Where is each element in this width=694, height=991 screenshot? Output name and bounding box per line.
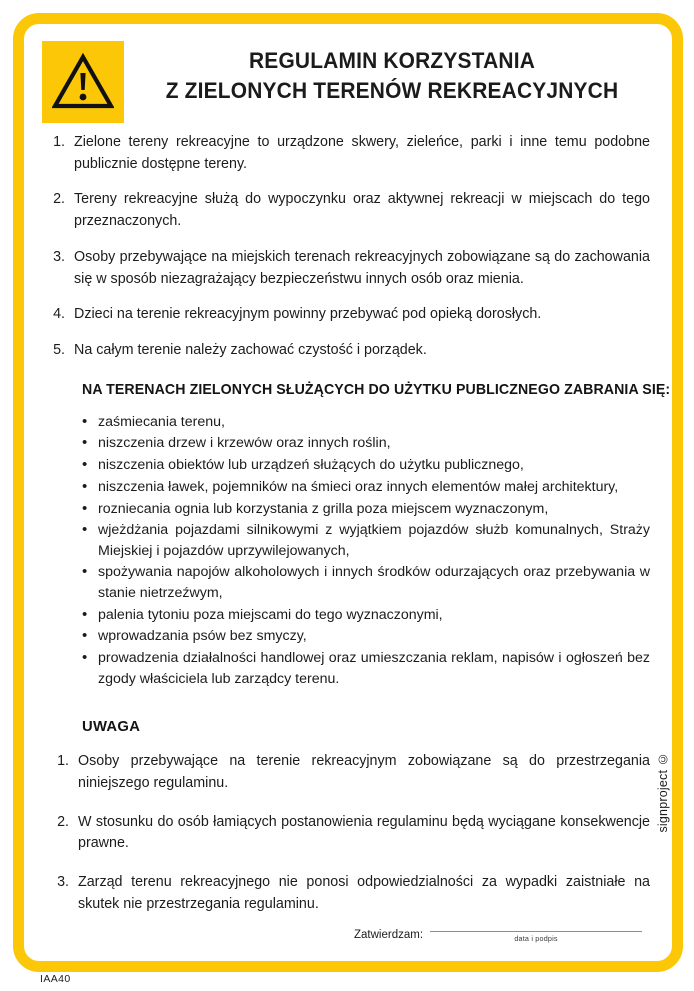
brand-watermark: signproject © [656,752,670,833]
prohibition-item [82,455,650,476]
notice-item-number: 2. [57,813,69,830]
rule-item [48,132,650,175]
prohibition-item [82,477,650,498]
notice-item-text: W stosunku do osób łamiących postanowienia regulaminu będą wyciągane konsekwencje prawne. [78,813,650,852]
rule-item-number: 3. [53,248,65,265]
sign-content [24,132,672,932]
prohibition-item [82,562,650,603]
bullet-dot-icon: • [82,648,88,666]
prohibition-item-text: niszczenia obiektów lub urządzeń służących do użytku publicznego, [98,457,524,474]
approval-label: Zatwierdzam: [354,929,424,941]
prohibition-item-text: niszczenia ławek, pojemników na śmieci oraz innych elementów małej architektury, [98,478,619,495]
page-title [124,24,672,105]
bullet-dot-icon: • [82,456,88,474]
prohibition-item [82,433,650,454]
bullet-dot-icon: • [82,521,88,539]
product-code-label: IAA40 [40,973,71,985]
rule-item-text: Osoby przebywające na miejskich terenach rekreacyjnych zobowiązane są do zachowania się w sposób niezagrażający bezpieczeństwu innych osób oraz mienia. [74,248,650,287]
sign-board [13,13,683,972]
bullet-dot-icon: • [82,499,88,517]
notice-item-number: 1. [57,753,69,770]
bullet-dot-icon: • [82,412,88,430]
notice-item [48,812,650,855]
rule-item-text: Dzieci na terenie rekreacyjnym powinny przebywać pod opieką dorosłych. [74,306,542,323]
rule-item-text: Na całym terenie należy zachować czystość i porządek. [74,342,427,359]
prohibition-item [82,648,650,689]
prohibition-item-text: prowadzenia działalności handlowej oraz umieszczania reklam, napisów i ogłoszeń bez zgody właściciela lub zarządcy terenu. [98,649,650,687]
rule-item [48,189,650,232]
title-line-2: Z ZIELONYCH TERENÓW REKREACYJNYCH [165,77,619,103]
sign-header [24,24,672,124]
prohibition-item [82,626,650,647]
prohibition-item-text: spożywania napojów alkoholowych i innych środków odurzających oraz przebywania w stanie nietrzeźwym, [98,564,650,601]
rule-item-number: 2. [53,191,65,208]
rules-list [48,132,650,362]
prohibition-item-text: zaśmiecania terenu, [98,413,225,430]
rule-item-text: Tereny rekreacyjne służą do wypoczynku oraz aktywnej rekreacji w miejscach do tego przeznaczonych. [74,191,650,230]
notice-heading: UWAGA [82,719,141,736]
prohibition-item [82,520,650,561]
prohibition-item-text: palenia tytoniu poza miejscami do tego wyznaczonymi, [98,606,443,623]
rule-item-text: Zielone tereny rekreacyjne to urządzone skwery, zieleńce, parki i inne temu podobne publicznie dostępne tereny. [74,134,650,172]
rule-item [48,247,650,290]
prohibition-item [82,412,650,433]
prohibition-item-text: rozniecania ognia lub korzystania z grilla poza miejscem wyznaczonym, [98,500,549,517]
prohibitions-list [82,412,650,689]
warning-triangle-icon [42,41,124,123]
signature-caption: data i podpis [514,934,558,943]
rule-item-number: 4. [53,306,65,323]
bullet-dot-icon: • [82,563,88,581]
bullet-dot-icon: • [82,434,88,452]
notice-item-text: Osoby przebywające na terenie rekreacyjnym zobowiązane są do przestrzegania niniejszego regulaminu. [78,753,650,791]
rule-item [48,340,650,362]
notice-list [48,751,650,915]
signature-rule [430,931,642,932]
prohibition-item-text: niszczenia drzew i krzewów oraz innych roślin, [98,435,391,452]
approval-block [354,929,642,943]
rule-item-number: 5. [53,342,65,359]
prohibition-item-text: wprowadzania psów bez smyczy, [98,628,307,645]
rule-item [48,304,650,326]
rule-item-number: 1. [53,134,65,150]
notice-item [48,872,650,915]
notice-item [48,751,650,794]
title-line-1: REGULAMIN KORZYSTANIA [248,48,536,73]
prohibition-item [82,605,650,626]
prohibitions-heading: NA TERENACH ZIELONYCH SŁUŻĄCYCH DO UŻYTKU PUBLICZNEGO ZABRANIA SIĘ: [82,381,671,398]
prohibition-item [82,499,650,520]
notice-item-text: Zarząd terenu rekreacyjnego nie ponosi odpowiedzialności za wypadki zaistniałe na skutek nie przestrzegania regulaminu. [78,874,650,912]
notice-item-number: 3. [57,874,69,890]
bullet-dot-icon: • [82,605,88,623]
bullet-dot-icon: • [82,477,88,495]
prohibition-item-text: wjeżdżania pojazdami silnikowymi z wyjątkiem pojazdów służb komunalnych, Straży Miejskiej i pojazdów uprzywilejowanych, [98,522,650,559]
approval-signature-field[interactable] [430,931,642,943]
bullet-dot-icon: • [82,627,88,645]
